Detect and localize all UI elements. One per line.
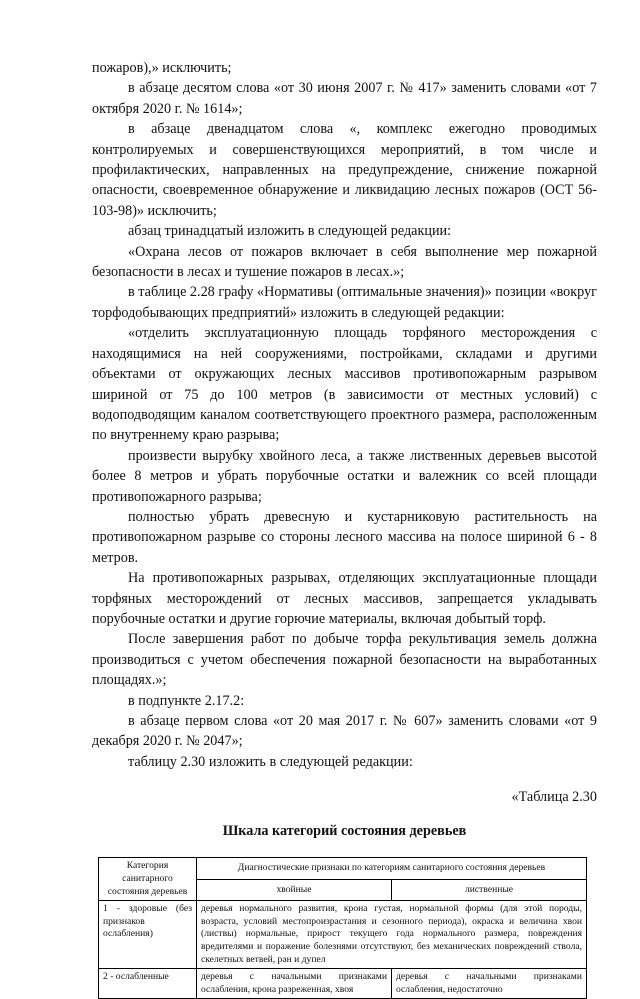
tree-condition-table — [98, 857, 587, 999]
table-row — [99, 901, 587, 969]
paragraph: полностью убрать древесную и кустарниковую растительность на противопожарном разрыве со стороны лесного массива на полосе шириной 6 - 8 метров. — [92, 508, 597, 566]
header-coniferous: хвойные — [197, 879, 392, 900]
cell-deciduous: деревья с начальными признаками ослабления, недостаточно — [392, 969, 587, 999]
table-row — [99, 969, 587, 999]
paragraph: «Охрана лесов от пожаров включает в себя выполнение мер пожарной безопасности в лесах и тушение пожаров в лесах.»; — [92, 243, 597, 281]
paragraph: «отделить эксплуатационную площадь торфяного месторождения с находящимися на ней сооружениями, постройками, складами и другими объектами от окружающих лесных массивов противопожарным разрывом шириной от 75 до 100 метров (в зависимости от местных условий) с водоподводящим каналом соответствующего проектного размера, расположенным по внутреннему краю разрыва; — [92, 325, 597, 444]
paragraph: На противопожарных разрывах, отделяющих эксплуатационные площади торфяных месторождений от лесных массивов, запрещается укладывать порубочные остатки и другие горючие материалы, включая добытый торф. — [92, 570, 597, 627]
paragraph: в таблице 2.28 графу «Нормативы (оптимальные значения)» позиции «вокруг торфодобывающих предприятий» изложить в следующей редакции: — [92, 284, 597, 321]
cell-coniferous: деревья с начальными признаками ослабления, крона разреженная, хвоя — [197, 969, 392, 999]
paragraph: в абзаце двенадцатом слова «, комплекс ежегодно проводимых контролируемых и совершенствующихся мероприятий, в том числе и профилактических, направленных на предупреждение, снижение пожарной опасности, своевременное обнаружение и ликвидацию лесных пожаров (ОСТ 56-103-98)» исключить; — [92, 121, 597, 219]
header-deciduous: лиственные — [392, 879, 587, 900]
paragraph: в абзаце десятом слова «от 30 июня 2007 г. № 417» заменить словами «от 7 октября 2020 г. № 1614»; — [92, 80, 597, 117]
paragraph: пожаров),» исключить; — [92, 60, 232, 76]
cell-category: 2 - ослабленные — [99, 969, 197, 999]
paragraph: абзац тринадцатый изложить в следующей редакции: — [128, 223, 452, 240]
paragraph: произвести вырубку хвойного леса, а также лиственных деревьев высотой более 8 метров и убрать порубочные остатки и валежник со всей площади противопожарного разрыва; — [92, 447, 597, 505]
cell-description: деревья нормального развития, крона густая, нормальной формы (для этой породы, возраста, условий местопроизрастания и сезонного периода), окраска и величина хвои (листвы) нормальные, прирост текущего года нормального размера, повреждения вредителями и поражение болезнями отсутствуют, без механических повреждений ствола, скелетных ветвей, ран и дупел — [197, 901, 587, 969]
paragraph: в подпункте 2.17.2: — [128, 692, 245, 709]
cell-category: 1 - здоровые (без признаков ослабления) — [99, 901, 197, 969]
paragraph: После завершения работ по добыче торфа рекультивация земель должна производиться с учетом обеспечения пожарной безопасности на выработанных площадях.»; — [92, 631, 597, 689]
document-page — [92, 58, 597, 999]
table-title: Шкала категорий состояния деревьев — [222, 823, 467, 840]
header-diagnostic: Диагностические признаки по категориям санитарного состояния деревьев — [197, 858, 587, 879]
paragraph: в абзаце первом слова «от 20 мая 2017 г. № 607» заменить словами «от 9 декабря 2020 г. № 2047»; — [92, 713, 597, 750]
paragraph: таблицу 2.30 изложить в следующей редакции: — [128, 753, 413, 770]
header-category: Категория санитарного состояния деревьев — [99, 858, 197, 901]
table-header-row — [99, 858, 587, 879]
table-label: «Таблица 2.30 — [511, 789, 597, 806]
